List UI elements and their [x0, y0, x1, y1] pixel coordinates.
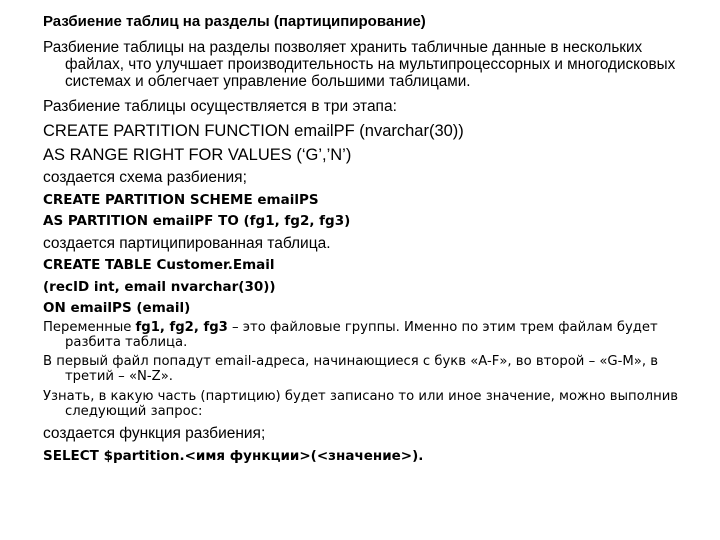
select-query: SELECT $partition.<имя функции>(<значение>). [43, 447, 424, 464]
create-table-line-1: CREATE TABLE Customer.Email [43, 257, 275, 274]
create-table-line-3: ON emailPS (email) [43, 299, 191, 316]
scheme-note: создается схема разбиения; [43, 169, 247, 187]
filegroup-names: fg1, fg2, fg3 [135, 319, 228, 335]
slide-content [43, 14, 695, 464]
filegroups-note-prefix: Переменные [43, 319, 136, 335]
create-partition-function-line-1: CREATE PARTITION FUNCTION emailPF (nvarchar(30)) [43, 121, 464, 140]
find-out-note: Узнать, в какую часть (партицию) будет записано то или иное значение, можно выполнив следующий запрос: [43, 388, 679, 419]
table-note: создается партиципированная таблица. [43, 235, 331, 253]
create-partition-scheme-line-1: CREATE PARTITION SCHEME emailPS [43, 191, 319, 208]
create-table-line-2: (recID int, email nvarchar(30)) [43, 278, 276, 295]
function-note: создается функция разбиения; [43, 425, 266, 443]
intro-paragraph: Разбиение таблицы на разделы позволяет хранить табличные данные в нескольких файлах, что улучшает производительность на мультипроцессорных и многодисковых системах и облегчает управление большими таблицами. [43, 38, 676, 91]
first-file-note: В первый файл попадут email-адреса, начинающиеся с букв «A-F», во второй – «G-M», в третий – «N-Z». [43, 354, 659, 385]
stages-paragraph: Разбиение таблицы осуществляется в три этапа: [43, 98, 397, 116]
create-partition-function-line-2: AS RANGE RIGHT FOR VALUES (‘G’,’N’) [43, 146, 352, 164]
filegroups-note-suffix: – это файловые группы. Именно по этим трем файлам будет разбита таблица. [65, 319, 658, 350]
slide-title: Разбиение таблиц на разделы (партиципирование) [43, 13, 426, 30]
filegroups-note [43, 321, 695, 351]
create-partition-scheme-line-2: AS PARTITION emailPF TO (fg1, fg2, fg3) [43, 212, 351, 229]
